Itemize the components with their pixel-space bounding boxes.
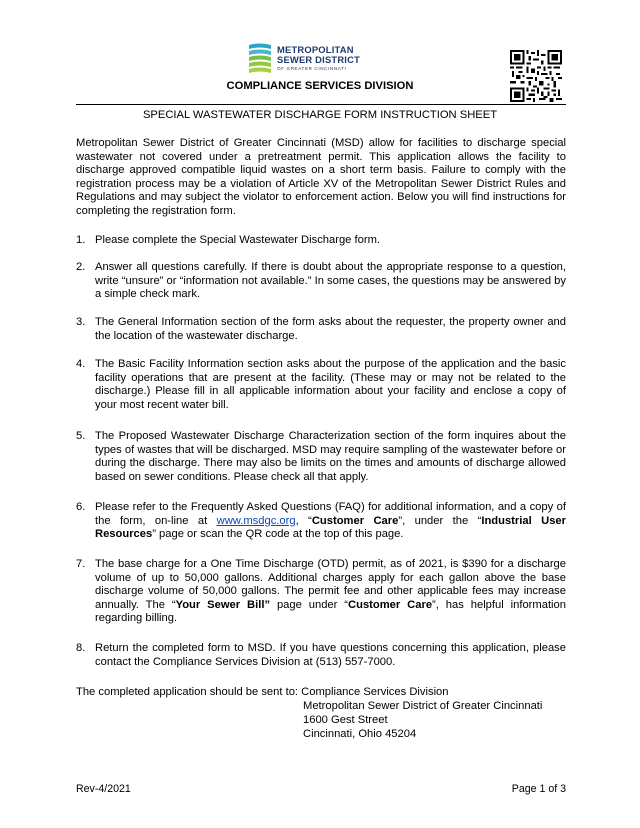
list-item: 1. Please complete the Special Wastewater Discharge form. — [76, 234, 380, 246]
list-item: 5. The Proposed Wastewater Discharge Characterization section of the form inquires about the types of wastes that will be discharged. MSD may require sampling of the wastewater before or during the discharge. There may also be limits on the times and amounts of discharge allowed based on sewer conditions. Please check all that apply. — [76, 430, 566, 483]
list-item: 2. Answer all questions carefully. If there is doubt about the appropriate response to a question, write “unsure” or “information not available.” In some cases, the questions may be answered by a simple check mark. — [76, 261, 566, 301]
division-title: COMPLIANCE SERVICES DIVISION — [226, 80, 414, 92]
address-line-4: Cincinnati, Ohio 45204 — [303, 728, 417, 740]
list-item: 7. The base charge for a One Time Discharge (OTD) permit, as of 2021, is $390 for a discharge volume of up to 50,000 gallons. Additional charges apply for each gallon above the base discharge volume of 50,000 gallons. The permit fee and other applicable fees may increase annually. The “Your Sewer Bill” page under “Customer Care”, has helpful information regarding billing. — [76, 558, 566, 625]
address-line-1: Compliance Services Division — [301, 686, 449, 698]
logo-line-2: SEWER DISTRICT — [277, 54, 361, 66]
logo-line-3: OF GREATER CINCINNATI — [277, 65, 347, 71]
msdgc-website-link[interactable]: www.msdgc.org — [216, 514, 296, 527]
list-item: 4. The Basic Facility Information section asks about the purpose of the application and the basic facility operations that are present at the facility. (These may or may not be related to the discharge.) Please fill in all applicable information about your facility and enclose a copy of your most recent water bill. — [76, 358, 566, 411]
revision-label: Rev-4/2021 — [76, 783, 131, 795]
page-number: Page 1 of 3 — [511, 783, 566, 795]
logo-line-1: METROPOLITAN — [277, 44, 354, 55]
page-title: SPECIAL WASTEWATER DISCHARGE FORM INSTRUCTION SHEET — [142, 109, 498, 121]
qr-code-icon[interactable] — [510, 50, 562, 102]
send-to-line: The completed application should be sent to: Compliance Services Division — [76, 686, 449, 698]
list-item: 6. Please refer to the Frequently Asked Questions (FAQ) for additional information, and a copy of the form, on-line at www.msdgc.org, “Customer Care”, under the “Industrial User Resources” page or scan the QR code at the top of this page. — [76, 501, 566, 541]
address-line-2: Metropolitan Sewer District of Greater Cincinnati — [303, 700, 543, 712]
list-item: 3. The General Information section of the form asks about the requester, the property owner and the location of the wastewater discharge. — [76, 316, 566, 342]
address-line-3: 1600 Gest Street — [303, 714, 388, 726]
header-divider — [76, 104, 566, 105]
intro-paragraph: Metropolitan Sewer District of Greater Cincinnati (MSD) allow for facilities to discharge special wastewater not covered under a pretreatment permit. This application allows the facility to discharge approved compatible liquid wastes on a short term basis. Failure to comply with the registration process may be a violation of Article XV of the Metropolitan Sewer District Rules and Regulations and may subject the violator to enforcement action. Below you will find instructions for completing the registration form. — [76, 137, 566, 217]
list-item: 8. Return the completed form to MSD. If you have questions concerning this application, please contact the Compliance Services Division at (513) 557-7000. — [76, 642, 566, 668]
msd-logo — [247, 42, 377, 76]
msd-logo-icon — [247, 42, 273, 74]
